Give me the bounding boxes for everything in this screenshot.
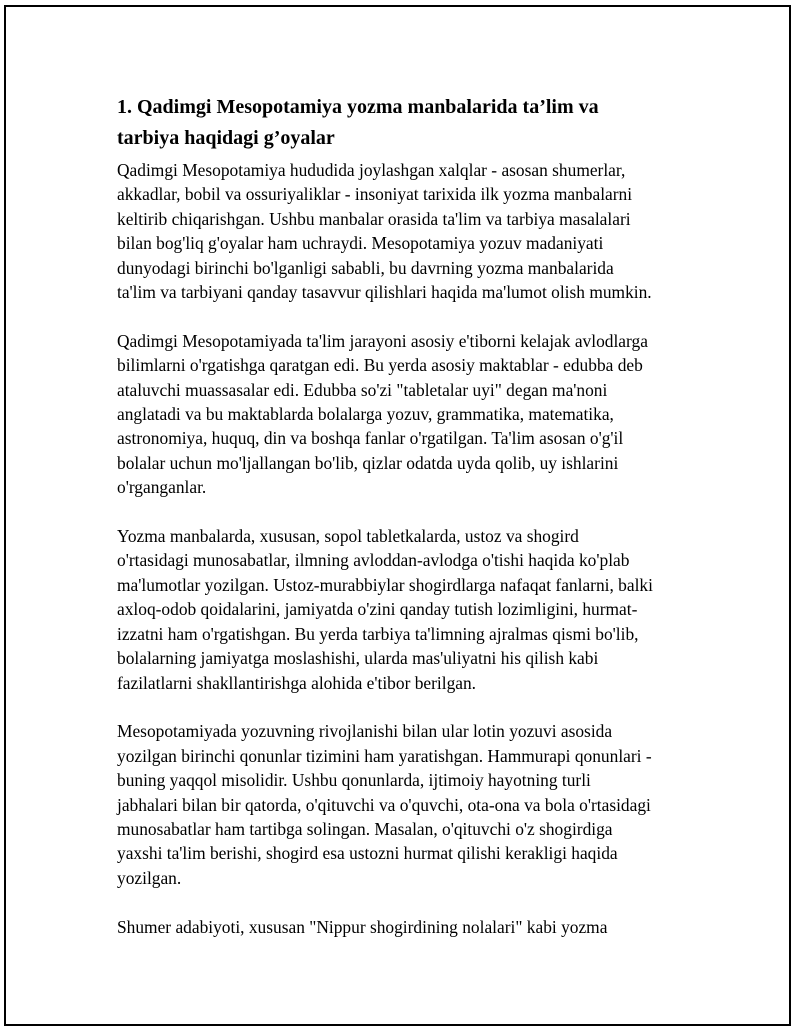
paragraph-4: Mesopotamiyada yozuvning rivojlanishi bilan ular lotin yozuvi asosida yozilgan birinchi qonunlar tizimini ham yaratishgan. Hammurapi qonunlari - buning yaqqol misolidir. Ushbu qonunlarda, ijtimoiy hayotning turli jabhalari bilan bir qatorda, o'qituvchi va o'quvchi, ota-ona va bola o'rtasidagi munosabatlar ham tartibga solingan. Masalan, o'qituvchi o'z shogirdiga yaxshi ta'lim berishi, shogird esa ustozni hurmat qilishi kerakligi haqida yozilgan. [117,721,652,888]
paragraph-3: Yozma manbalarda, xususan, sopol tabletkalarda, ustoz va shogird o'rtasidagi munosabatlar, ilmning avloddan-avlodga o'tishi haqida ko'plab ma'lumotlar yozilgan. Ustoz-murabbiylar shogirdlarga nafaqat fanlarni, balki axloq-odob qoidalarini, jamiyatda o'zini qanday tutish lozimligini, hurmat- izzatni ham o'rgatishgan. Bu yerda tarbiya ta'limning ajralmas qismi bo'lib, bolalarning jamiyatga moslashishi, ularda mas'uliyatni his qilish kabi fazilatlarni shakllantirishga alohida e'tibor berilgan. [117,526,653,693]
paragraph-1: Qadimgi Mesopotamiya hududida joylashgan xalqlar - asosan shumerlar, akkadlar, bobil va ossuriyaliklar - insoniyat tarixida ilk yozma manbalarni keltirib chiqarishgan. Ushbu manbalar orasida ta'lim va tarbiya masalalari bilan bog'liq g'oyalar ham uchraydi. Mesopotamiya yozuv madaniyati dunyodagi birinchi bo'lganligi sababli, bu davrning yozma manbalarida ta'lim va tarbiyani qanday tasavvur qilishlari haqida ma'lumot olish mumkin. [117,160,652,303]
paragraph-5: Shumer adabiyoti, xususan "Nippur shogirdining nolalari" kabi yozma [117,916,608,937]
section-heading: 1. Qadimgi Mesopotamiya yozma manbalarida ta’lim va tarbiya haqidagi g’oyalar [117,96,599,149]
paragraph-2: Qadimgi Mesopotamiyada ta'lim jarayoni asosiy e'tiborni kelajak avlodlarga bilimlarni o'rgatishga qaratgan edi. Bu yerda asosiy maktablar - edubba deb ataluvchi muassasalar edi. Edubba so'zi "tabletalar uyi" degan ma'noni anglatadi va bu maktablarda bolalarga yozuv, grammatika, matematika, astronomiya, huquq, din va boshqa fanlar o'rgatilgan. Ta'lim asosan o'g'il bolalar uchun mo'ljallangan bo'lib, qizlar odatda uyda qolib, uy ishlarini o'rganganlar. [117,330,648,498]
document-body [117,92,689,963]
